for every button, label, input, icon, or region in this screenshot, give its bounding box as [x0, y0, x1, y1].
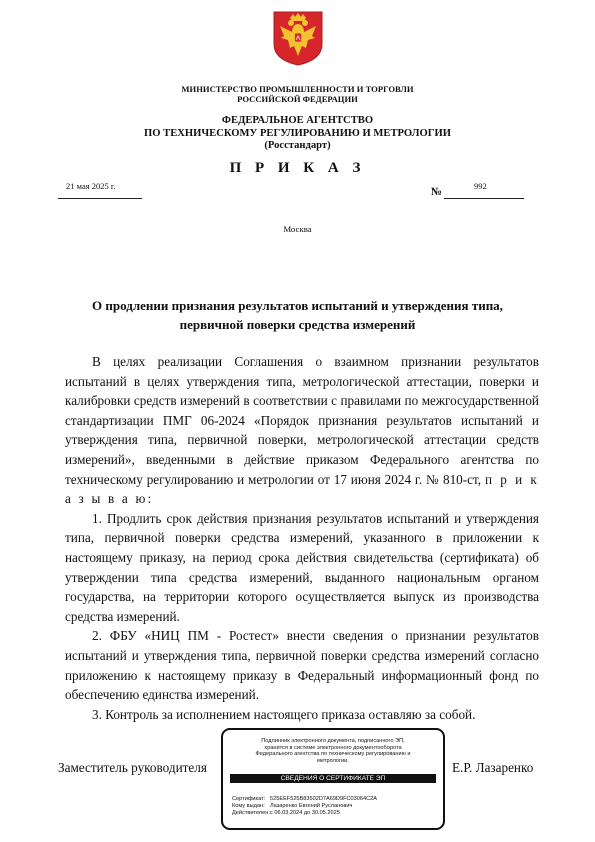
- stamp-header-line-3: Федерального агентства по техническому регулированию и: [255, 751, 411, 758]
- intro-text: В целях реализации Соглашения о взаимном признании результатов испытаний в целях утверждения типа, метрологической аттестации, поверки и калибровки средств измерений в соответствии с правилами по межгосударственной стандартизации ПМГ 06-2024 «Порядок признания результатов испытаний и утверждения типа, первичной поверки, метрологической аттестации средств измерений», введенными в действие приказом Федерального агентства по техническому регулированию и метрологии от 17 июня 2024 г. № 810-ст,: [65, 354, 539, 487]
- valid-label: Действителен:: [232, 810, 270, 816]
- stamp-header: [229, 738, 437, 764]
- order-number: 992: [474, 181, 487, 191]
- item-1: 1. Продлить срок действия признания результатов испытаний и утверждения типа, первичной поверки средства измерений, указанного в приложении к настоящему приказу, на период срока действия свидетельства (сертификата) об утверждении типа средства измерений, выданного национальным органом государства, на территории которого осуществляется выпуск из производства средства измерений.: [65, 510, 539, 624]
- number-label: №: [431, 186, 443, 198]
- valid-value: с 06.03.2024 до 30.05.2025: [270, 810, 340, 816]
- stamp-header-line-2: хранится в системе электронного документооборота: [264, 744, 402, 751]
- stamp-cert-row: [232, 796, 377, 803]
- stamp-header-line-4: метрологии.: [317, 757, 349, 764]
- electronic-signature-stamp: [221, 728, 445, 830]
- issued-label: Кому выдан:: [232, 803, 265, 809]
- coat-of-arms-icon: [272, 10, 324, 66]
- agency-line-2: ПО ТЕХНИЧЕСКОМУ РЕГУЛИРОВАНИЮ И МЕТРОЛОГИИ: [144, 127, 451, 139]
- subject-line-1: О продлении признания результатов испытаний и утверждения типа,: [92, 298, 503, 313]
- city: Москва: [283, 224, 312, 234]
- intro-paragraph: [65, 352, 539, 509]
- document-type-title: П Р И К А З: [229, 160, 366, 176]
- order-date: 21 мая 2025 г.: [66, 181, 116, 191]
- order-body: [65, 352, 539, 724]
- item-3: 3. Контроль за исполнением настоящего приказа оставляю за собой.: [92, 706, 476, 722]
- agency-line-1: ФЕДЕРАЛЬНОЕ АГЕНТСТВО: [221, 115, 374, 126]
- signer-position: Заместитель руководителя: [58, 760, 207, 775]
- cert-label: Сертификат:: [232, 796, 266, 802]
- agency-name: [0, 115, 595, 153]
- item-2: 2. ФБУ «НИЦ ПМ - Ростест» внести сведения о признании результатов испытаний и утверждения типа, первичной поверки средства измерений согласно приложению к настоящему приказу в Федеральный информационный фонд по обеспечению единства измерений.: [65, 628, 539, 703]
- ministry-name: [0, 84, 595, 104]
- ministry-line-2: РОССИЙСКОЙ ФЕДЕРАЦИИ: [237, 94, 358, 104]
- stamp-header-line-1: Подлинник электронного документа, подписанного ЭП,: [261, 738, 405, 744]
- stamp-title: СВЕДЕНИЯ О СЕРТИФИКАТЕ ЭП: [230, 774, 436, 783]
- signer-name: Е.Р. Лазаренко: [452, 760, 534, 775]
- number-underline: [444, 198, 524, 199]
- stamp-issued-row: [232, 803, 377, 810]
- date-underline: [58, 198, 142, 199]
- stamp-valid-row: [232, 810, 377, 817]
- stamp-details: [232, 796, 377, 817]
- agency-line-3: (Росстандарт): [264, 140, 331, 151]
- order-subject: [0, 296, 595, 334]
- subject-line-2: первичной поверки средства измерений: [179, 317, 416, 332]
- cert-value: 525EEF525B83502D7A69D9FC03064C2A: [270, 796, 377, 802]
- ministry-line-1: МИНИСТЕРСТВО ПРОМЫШЛЕННОСТИ И ТОРГОВЛИ: [181, 84, 414, 94]
- issued-value: Лазаренко Евгений Русланович: [270, 803, 353, 809]
- order-word: п р и к а з ы в а ю:: [65, 471, 540, 507]
